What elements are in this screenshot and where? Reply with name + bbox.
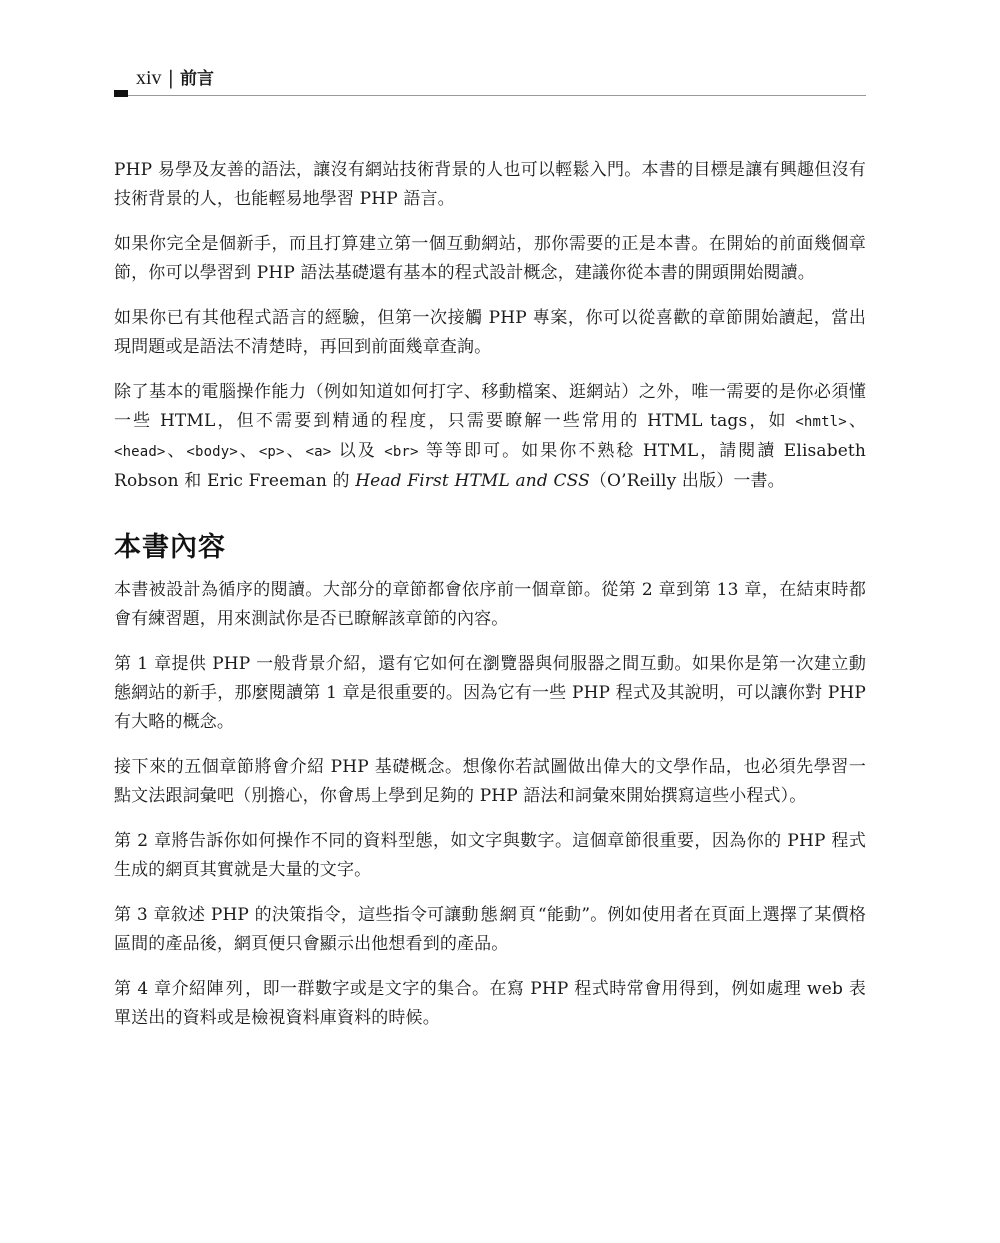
paragraph: 第 1 章提供 PHP 一般背景介紹，還有它如何在瀏覽器與伺服器之間互動。如果你是第一次建立動態網站的新手，那麼閱讀第 1 章是很重要的。因為它有一些 PHP 程式及其說明，可以讓你對 PHP 有大略的概念。	[114, 654, 866, 732]
paragraph: 第 2 章將告訴你如何操作不同的資料型態，如文字與數字。這個章節很重要，因為你的 PHP 程式生成的網頁其實就是大量的文字。	[114, 831, 866, 880]
paragraph: 如果你完全是個新手，而且打算建立第一個互動網站，那你需要的正是本書。在開始的前面幾個章節，你可以學習到 PHP 語法基礎還有基本的程式設計概念，建議你從本書的開頭開始閱讀。	[114, 234, 866, 283]
book-title: Head First HTML and CSS	[355, 471, 590, 491]
emphasis: 陣列	[206, 979, 246, 999]
page-number: xiv	[136, 67, 162, 89]
section-heading: 本書內容	[114, 532, 226, 563]
paragraph: 接下來的五個章節將會介紹 PHP 基礎概念。想像你若試圖做出偉大的文學作品，也必須先學習一點文法跟詞彙吧（別擔心，你會馬上學到足夠的 PHP 語法和詞彙來開始撰寫這些小程式）。	[114, 757, 866, 806]
header-separator: |	[167, 67, 174, 89]
chapter-title: 前言	[179, 69, 214, 89]
page-body	[114, 156, 866, 1049]
emphasis: 動態網頁	[461, 905, 538, 925]
running-head	[136, 66, 214, 91]
inline-code: <body>	[186, 444, 238, 460]
inline-code: <hmtl>	[795, 414, 847, 430]
paragraph: 如果你已有其他程式語言的經驗，但第一次接觸 PHP 專案，你可以從喜歡的章節開始讀起，當出現問題或是語法不清楚時，再回到前面幾章查詢。	[114, 308, 866, 357]
inline-code: <p>	[258, 444, 285, 460]
inline-code: <head>	[114, 444, 166, 460]
paragraph: PHP 易學及友善的語法，讓沒有網站技術背景的人也可以輕鬆入門。本書的目標是讓有興趣但沒有技術背景的人，也能輕易地學習 PHP 語言。	[114, 160, 866, 209]
paragraph: 本書被設計為循序的閱讀。大部分的章節都會依序前一個章節。從第 2 章到第 13 章，在結束時都會有練習題，用來測試你是否已瞭解該章節的內容。	[114, 580, 866, 629]
prerequisites-paragraph: 除了基本的電腦操作能力（例如知道如何打字、移動檔案、逛網站）之外，唯一需要的是你必須懂一些 HTML，但不需要到精通的程度，只需要瞭解一些常用的 HTML tags，如 <hmtl>、<head>、<body>、<p>、<a> 以及 <br> 等等即可。如果你不熟稔 HTML，請閱讀 Elisabeth Robson 和 Eric Freeman 的 Head First HTML and CSS（O’Reilly 出版）一書。	[114, 382, 867, 491]
inline-code: <br>	[384, 444, 419, 460]
header-marker	[114, 90, 128, 97]
paragraph: 第 3 章敘述 PHP 的決策指令，這些指令可讓動態網頁“能動”。例如使用者在頁面上選擇了某價格區間的產品後，網頁便只會顯示出他想看到的產品。	[114, 905, 867, 954]
header-rule	[128, 95, 866, 96]
page-header	[114, 62, 866, 98]
inline-code: <a>	[305, 444, 332, 460]
paragraph: 第 4 章介紹陣列，即一群數字或是文字的集合。在寫 PHP 程式時常會用得到，例如處理 web 表單送出的資料或是檢視資料庫資料的時候。	[114, 979, 867, 1028]
